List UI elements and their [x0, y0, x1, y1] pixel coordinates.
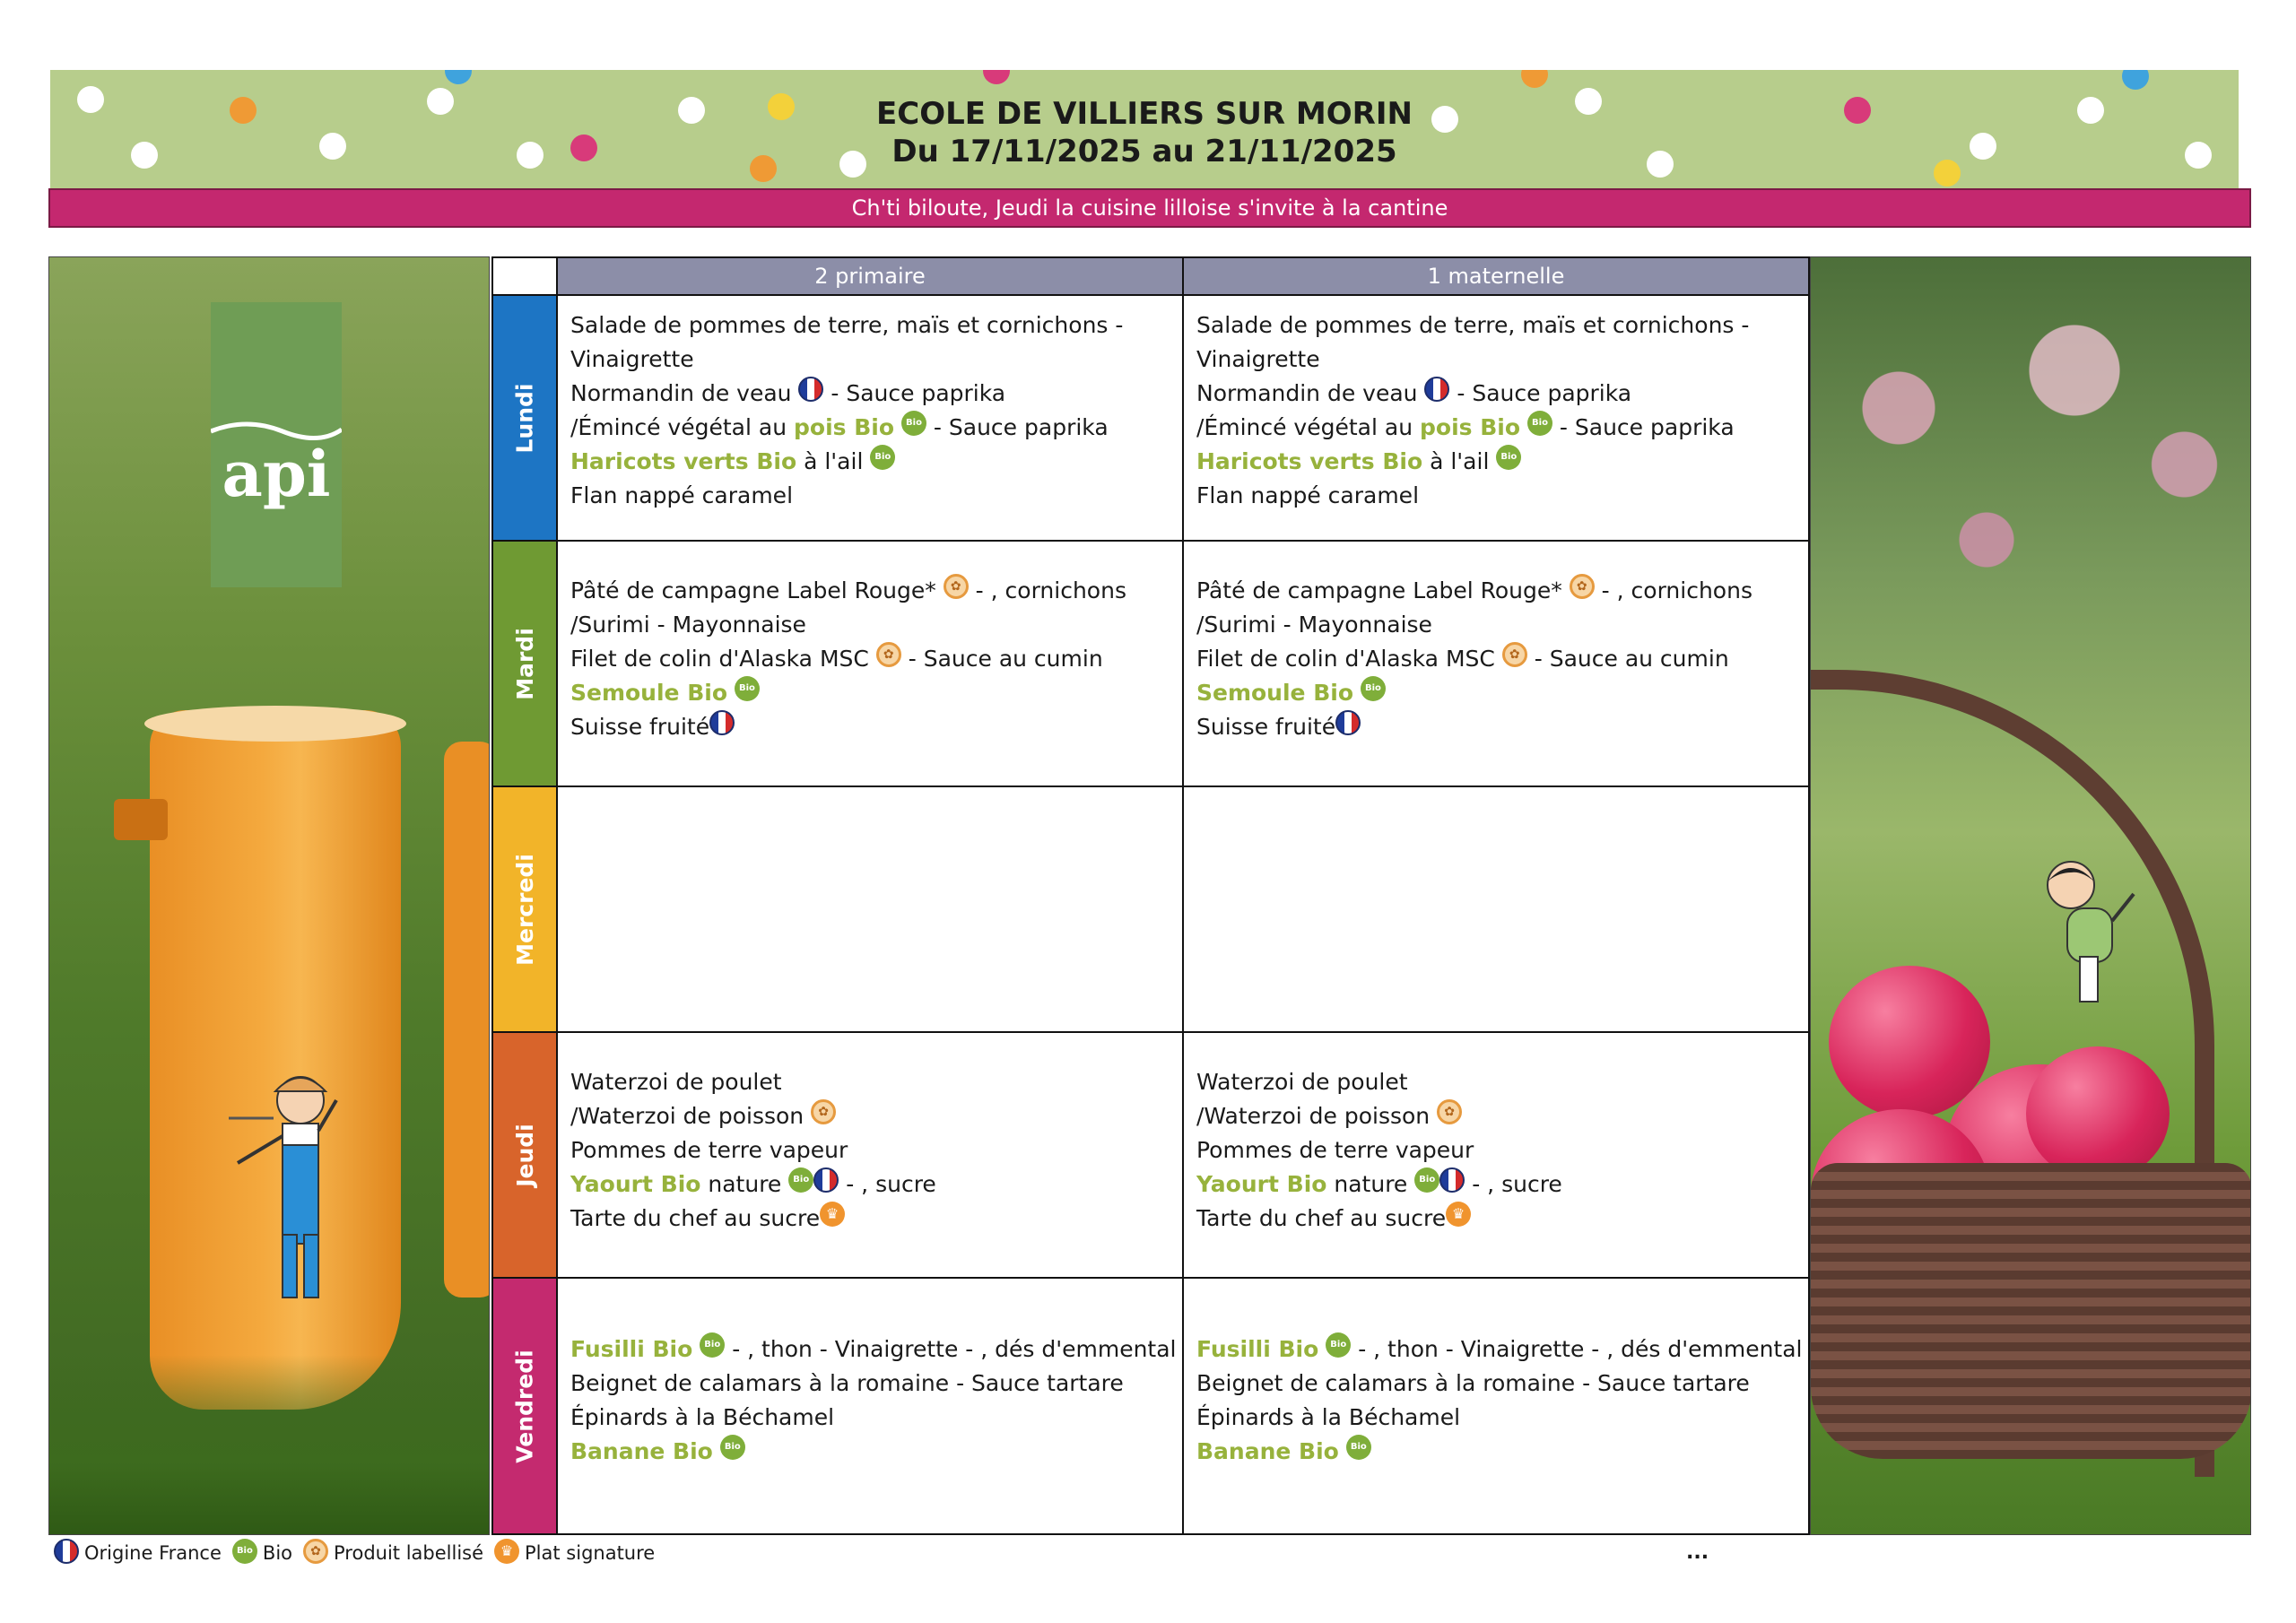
menu-line: /Surimi - Mayonnaise: [1196, 612, 1432, 638]
french-flag-icon: [1439, 1167, 1465, 1193]
table-corner: [491, 256, 558, 296]
french-flag-icon: [798, 377, 823, 402]
menu-cell-jeudi-maternelle: [1182, 1031, 1810, 1279]
boot-buckle: [114, 799, 168, 840]
gardener-kid-illustration: [229, 1064, 372, 1315]
label-rosette-icon: ✿: [1437, 1099, 1462, 1124]
menu-line: Normandin de veau - Sauce paprika: [1196, 377, 1796, 411]
bio-leaf-icon: Bio: [901, 411, 926, 436]
menu-cell-jeudi-primaire: [556, 1031, 1184, 1279]
bio-leaf-icon: Bio: [1326, 1332, 1351, 1358]
wicker-basket: [1811, 1163, 2251, 1459]
menu-line: Haricots verts Bio à l'ail Bio: [1196, 445, 1796, 479]
bio-leaf-icon: Bio: [232, 1539, 257, 1564]
french-flag-icon: [1335, 710, 1361, 735]
label-rosette-icon: ✿: [811, 1099, 836, 1124]
legend-item-label: ✿ Produit labellisé: [303, 1537, 483, 1569]
menu-line: Waterzoi de poulet: [570, 1069, 782, 1095]
french-flag-icon: [709, 710, 735, 735]
french-flag-icon: [1424, 377, 1449, 402]
menu-line: Salade de pommes de terre, maïs et cornichons -: [1196, 312, 1750, 338]
menu-table: [491, 256, 1808, 1535]
menu-line: Filet de colin d'Alaska MSC ✿ - Sauce au cumin: [570, 642, 1170, 676]
menu-line: Beignet de calamars à la romaine - Sauce tartare: [1196, 1370, 1750, 1396]
menu-line: Salade de pommes de terre, maïs et cornichons -: [570, 312, 1124, 338]
right-photo-basket: [1810, 256, 2251, 1535]
label-rosette-icon: ✿: [1502, 642, 1527, 667]
menu-line: Semoule Bio Bio: [1196, 676, 1796, 710]
menu-line: Beignet de calamars à la romaine - Sauce tartare: [570, 1370, 1124, 1396]
day-tab-mercredi: Mercredi: [491, 785, 558, 1033]
menu-line: /Waterzoi de poisson ✿: [1196, 1099, 1796, 1133]
menu-line: Suisse fruité: [570, 710, 1170, 744]
menu-line: Haricots verts Bio à l'ail Bio: [570, 445, 1170, 479]
column-header-primaire: 2 primaire: [556, 256, 1184, 296]
chef-hat-icon: ♛: [494, 1539, 519, 1564]
menu-cell-mercredi-maternelle: [1182, 785, 1810, 1033]
menu-line: Épinards à la Béchamel: [1196, 1404, 1461, 1430]
api-logo: [211, 302, 342, 587]
apple: [2026, 1046, 2170, 1181]
menu-line: Filet de colin d'Alaska MSC ✿ - Sauce au cumin: [1196, 642, 1796, 676]
menu-line: Yaourt Bio nature Bio - , sucre: [570, 1167, 1170, 1202]
theme-subtitle: Ch'ti biloute, Jeudi la cuisine lilloise s'invite à la cantine: [48, 188, 2251, 228]
flowers: [1811, 257, 2250, 634]
bio-leaf-icon: Bio: [700, 1332, 725, 1358]
label-rosette-icon: ✿: [303, 1539, 328, 1564]
bio-leaf-icon: Bio: [1527, 411, 1552, 436]
bio-leaf-icon: Bio: [1361, 676, 1386, 701]
french-flag-icon: [54, 1539, 79, 1564]
menu-cell-mercredi-primaire: [556, 785, 1184, 1033]
chef-hat-icon: ♛: [820, 1202, 845, 1227]
menu-cell-lundi-maternelle: [1182, 294, 1810, 542]
grass: [49, 1355, 489, 1534]
day-tab-mardi: Mardi: [491, 540, 558, 787]
day-tab-lundi: Lundi: [491, 294, 558, 542]
menu-line: Pâté de campagne Label Rouge* ✿ - , cornichons: [570, 574, 1170, 608]
bio-leaf-icon: Bio: [720, 1435, 745, 1460]
menu-line: Suisse fruité: [1196, 710, 1796, 744]
menu-line: Semoule Bio Bio: [570, 676, 1170, 710]
bio-leaf-icon: Bio: [1414, 1167, 1439, 1193]
header-banner: [50, 70, 2239, 190]
day-tab-jeudi: Jeudi: [491, 1031, 558, 1279]
menu-line: /Surimi - Mayonnaise: [570, 612, 806, 638]
date-range: Du 17/11/2025 au 21/11/2025: [891, 134, 1397, 169]
menu-line: Flan nappé caramel: [570, 482, 794, 508]
menu-cell-lundi-primaire: [556, 294, 1184, 542]
school-name: ECOLE DE VILLIERS SUR MORIN: [876, 96, 1413, 132]
label-rosette-icon: ✿: [1570, 574, 1595, 599]
climbing-kid-illustration: [2035, 849, 2143, 1011]
french-flag-icon: [813, 1167, 839, 1193]
left-photo-boot: [48, 256, 490, 1535]
bio-leaf-icon: Bio: [870, 445, 895, 470]
legend-item-signature: ♛ Plat signature: [494, 1537, 655, 1569]
menu-line: Waterzoi de poulet: [1196, 1069, 1408, 1095]
chef-hat-icon: ♛: [1446, 1202, 1471, 1227]
bio-leaf-icon: Bio: [735, 676, 760, 701]
label-rosette-icon: ✿: [944, 574, 969, 599]
bio-leaf-icon: Bio: [1346, 1435, 1371, 1460]
menu-line: Fusilli Bio Bio - , thon - Vinaigrette - , dés d'emmental: [570, 1332, 1170, 1367]
page-title: [50, 95, 2239, 170]
menu-cell-mardi-primaire: [556, 540, 1184, 787]
menu-line: Tarte du chef au sucre ♛: [570, 1202, 1170, 1236]
bio-leaf-icon: Bio: [788, 1167, 813, 1193]
menu-line: Normandin de veau - Sauce paprika: [570, 377, 1170, 411]
menu-line: Pommes de terre vapeur: [1196, 1137, 1474, 1163]
day-tab-vendredi: Vendredi: [491, 1277, 558, 1535]
column-header-maternelle: 1 maternelle: [1182, 256, 1810, 296]
menu-line: Tarte du chef au sucre ♛: [1196, 1202, 1796, 1236]
boot-background: [444, 742, 490, 1298]
menu-cell-mardi-maternelle: [1182, 540, 1810, 787]
bio-leaf-icon: Bio: [1496, 445, 1521, 470]
menu-line: Vinaigrette: [570, 346, 694, 372]
menu-line: /Émincé végétal au pois Bio Bio - Sauce paprika: [1196, 411, 1796, 445]
legend-item-france: Origine France: [54, 1537, 222, 1569]
logo-text: api: [222, 437, 331, 511]
menu-line: Pâté de campagne Label Rouge* ✿ - , cornichons: [1196, 574, 1796, 608]
menu-line: Pommes de terre vapeur: [570, 1137, 848, 1163]
menu-line: Vinaigrette: [1196, 346, 1320, 372]
menu-line: Yaourt Bio nature Bio - , sucre: [1196, 1167, 1796, 1202]
menu-line: /Waterzoi de poisson ✿: [570, 1099, 1170, 1133]
menu-line: Banane Bio Bio: [570, 1435, 1170, 1469]
label-rosette-icon: ✿: [876, 642, 901, 667]
menu-line: Banane Bio Bio: [1196, 1435, 1796, 1469]
menu-line: /Émincé végétal au pois Bio Bio - Sauce paprika: [570, 411, 1170, 445]
legend-item-bio: Bio Bio: [232, 1537, 292, 1569]
menu-cell-vendredi-primaire: [556, 1277, 1184, 1535]
menu-line: Fusilli Bio Bio - , thon - Vinaigrette - , dés d'emmental: [1196, 1332, 1796, 1367]
menu-line: Épinards à la Béchamel: [570, 1404, 835, 1430]
more-indicator: ...: [1686, 1541, 1709, 1564]
boot-opening: [144, 706, 406, 742]
menu-cell-vendredi-maternelle: [1182, 1277, 1810, 1535]
legend: [54, 1537, 660, 1569]
menu-line: Flan nappé caramel: [1196, 482, 1420, 508]
